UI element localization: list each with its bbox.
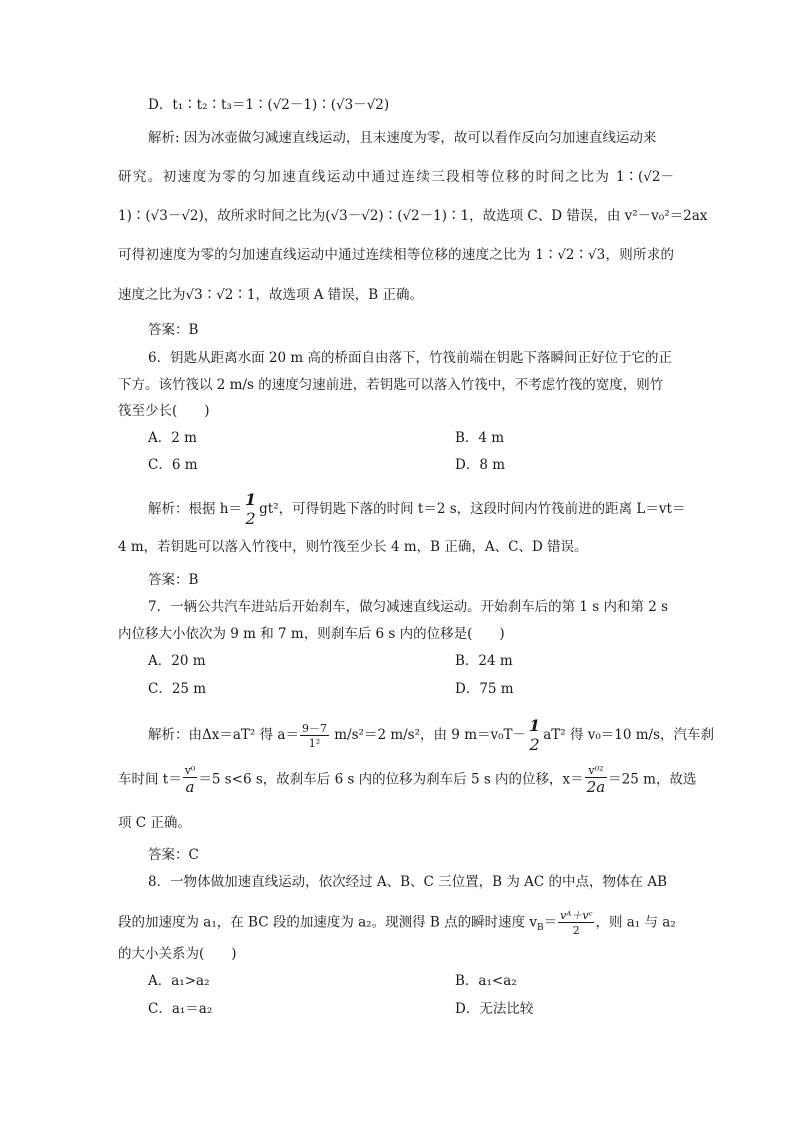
question-7-stem: 7．一辆公共汽车进站后开始刹车，做匀减速直线运动。开始刹车后的第 1 s 内和第 2 s — [148, 599, 669, 615]
analysis-line — [148, 128, 656, 148]
option-d: D．无法比较 — [455, 1001, 534, 1017]
option-b: B．4 m — [455, 430, 505, 446]
analysis-text: aT² 得 v₀＝10 m/s，汽车刹 — [543, 727, 715, 743]
question-8-stem: 8．一物体做加速直线运动，依次经过 A、B、C 三位置，B 为 AC 的中点，物体在 AB — [148, 874, 668, 890]
question-7-stem: 内位移大小依次为 9 m 和 7 m，则刹车后 6 s 内的位移是( ) — [118, 626, 505, 642]
option-a: A．2 m — [148, 430, 197, 446]
fraction: $\frac{\text{vᴬ＋vᶜ}}{2}$ — [560, 909, 593, 937]
fraction: 1 2 — [529, 716, 541, 754]
analysis-text: ＝25 m，故选 — [608, 771, 697, 788]
answer-line: 答案：B — [148, 322, 199, 338]
stem-text: ＝ — [543, 914, 558, 931]
option-d: D．75 m — [455, 681, 514, 697]
option-b: B．24 m — [455, 653, 513, 669]
analysis-line — [148, 718, 714, 753]
fraction: $\frac{\text{v⁰²}}{2a}$ — [586, 764, 606, 796]
question-6-stem: 筏至少长( ) — [118, 403, 210, 419]
analysis-line: 1)∶(√3－√2)，故所求时间之比为(√3－√2)∶(√2－1)∶1，故选项 C、D 错误，由 v²－v₀²＝2ax — [118, 208, 708, 224]
analysis-text: 车时间 t＝ — [118, 771, 182, 788]
question-6-stem: 下方。该竹筏以 2 m/s 的速度匀速前进，若钥匙可以落入竹筏中，不考虑竹筏的宽度，则竹 — [118, 377, 664, 393]
analysis-text: m/s²＝2 m/s²，由 9 m＝v₀T－ — [329, 727, 527, 743]
analysis-line: 研究。初速度为零的匀加速直线运动中通过连续三段相等位移的时间之比为 1∶(√2－ — [118, 169, 674, 185]
stem-text: ，则 a₁ 与 a₂ — [595, 914, 676, 931]
analysis-line: 4 m，若钥匙可以落入竹筏中，则竹筏至少长 4 m，B 正确，A、C、D 错误。 — [118, 539, 588, 555]
analysis-line: 可得初速度为零的匀加速直线运动中通过连续相等位移的速度之比为 1∶√2∶√3，则所求的 — [118, 247, 674, 263]
analysis-label: 解析 — [148, 130, 175, 146]
fraction: $\frac{9-7}{\text{1²}}$ — [301, 721, 327, 750]
analysis-line: 速度之比为√3∶√2∶1，故选项 A 错误，B 正确。 — [118, 287, 424, 303]
option-c: C．25 m — [148, 681, 207, 697]
answer-line: 答案：C — [148, 847, 199, 863]
fraction: 1 2 — [245, 490, 257, 528]
option-b: B．a₁<a₂ — [455, 973, 517, 989]
analysis-text: ＝5 s<6 s，故刹车后 6 s 内的位移为刹车后 5 s 内的位移，x＝ — [198, 771, 584, 788]
fraction: $\frac{\text{v⁰}}{a}$ — [184, 764, 196, 796]
analysis-line: 项 C 正确。 — [118, 815, 191, 831]
option-d: D．8 m — [455, 457, 506, 473]
analysis-line — [148, 492, 685, 527]
subscript: B — [537, 923, 544, 934]
question-6-stem: 6．钥匙从距离水面 20 m 高的桥面自由落下，竹筏前端在钥匙下落瞬间正好位于它的正 — [148, 350, 672, 366]
question-8-stem — [118, 910, 674, 936]
analysis-text: 解析：由Δx＝aT² 得 a＝ — [148, 727, 299, 743]
analysis-text: : 因为冰壶做匀减速直线运动，且末速度为零，故可以看作反向匀加速直线运动来 — [175, 130, 657, 146]
option-a: A．20 m — [148, 653, 206, 669]
stem-text: 段的加速度为 a₁，在 BC 段的加速度为 a₂。现测得 B 点的瞬时速度 v — [118, 914, 538, 931]
option-c: C．a₁＝a₂ — [148, 1001, 213, 1017]
option-a: A．a₁>a₂ — [148, 973, 210, 989]
analysis-line — [118, 765, 696, 795]
question-8-stem: 的大小关系为( ) — [118, 946, 237, 962]
option-c: C．6 m — [148, 457, 198, 473]
analysis-text: 解析：根据 h＝ — [148, 501, 242, 517]
analysis-text: gt²，可得钥匙下落的时间 t＝2 s，这段时间内竹筏前进的距离 L＝vt＝ — [259, 501, 686, 517]
option-d-prev: D．t₁∶t₂∶t₃＝1∶(√2－1)∶(√3－√2) — [148, 97, 390, 113]
answer-line: 答案：B — [148, 572, 199, 588]
